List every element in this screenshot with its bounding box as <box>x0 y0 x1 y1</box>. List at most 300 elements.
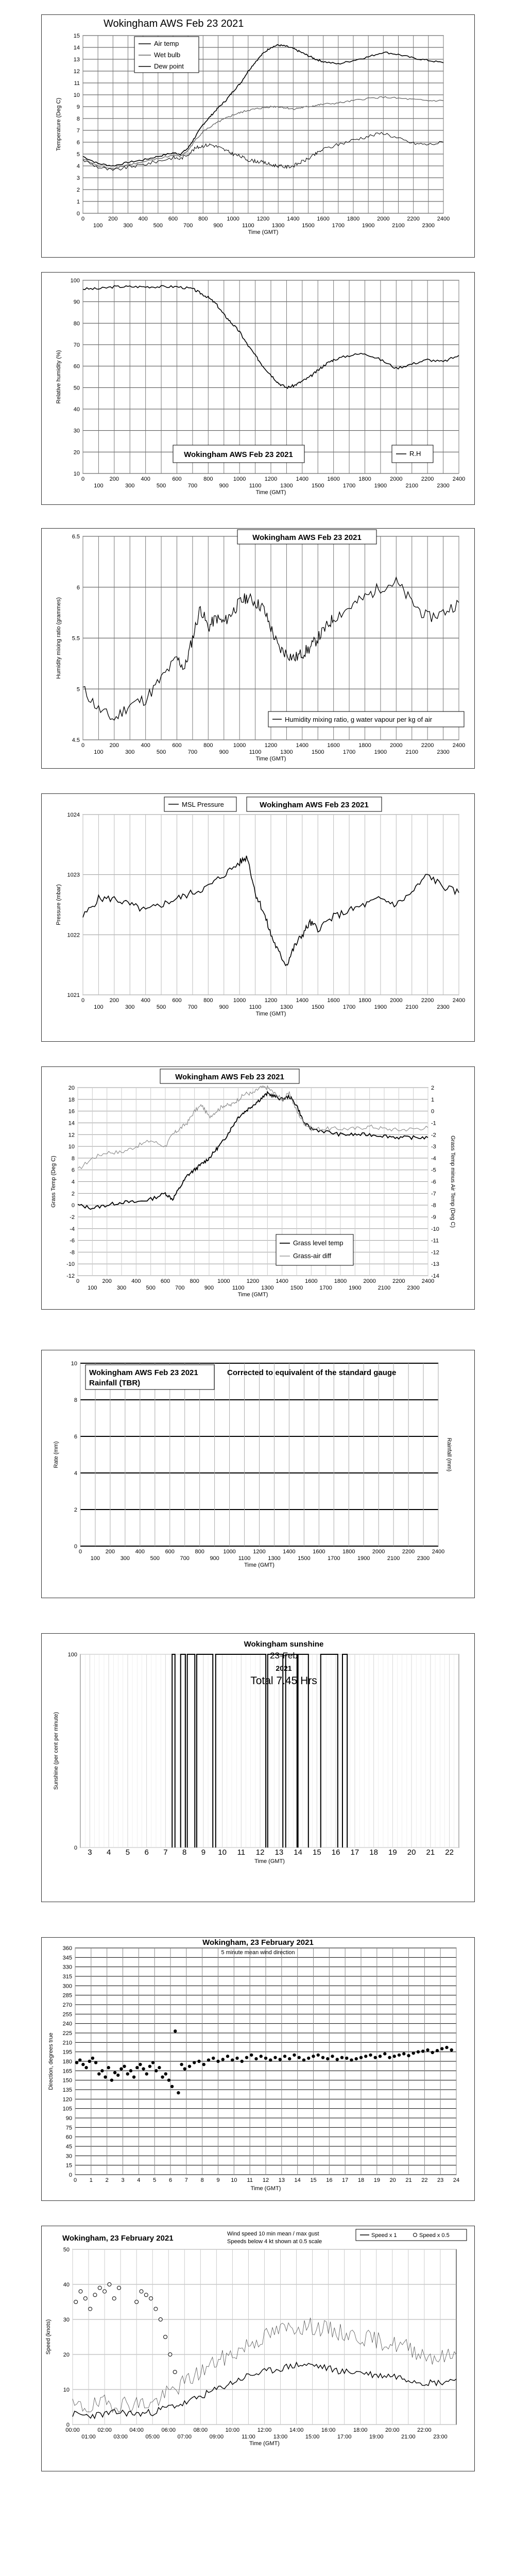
x-tick-label: 6 <box>144 1848 149 1857</box>
direction-point <box>345 2057 348 2060</box>
y-tick-label: 1022 <box>67 932 80 939</box>
x-tick-label: 24 <box>453 2177 460 2183</box>
y-tick-label: 0 <box>71 1202 75 1209</box>
x-tick-label: 1100 <box>249 749 262 755</box>
y-right-tick-label: -3 <box>431 1144 436 1150</box>
direction-point <box>145 2072 148 2075</box>
x-tick-label: 2100 <box>405 483 418 489</box>
direction-point <box>197 2060 200 2063</box>
x-tick-label: 100 <box>88 1285 97 1291</box>
plot-area <box>48 1945 459 2192</box>
y-right-tick-label: 1 <box>431 1096 435 1103</box>
y-axis-label: Pressure (mbar) <box>56 884 62 925</box>
x-tick-label: 1700 <box>332 223 345 229</box>
x-tick-label: 1600 <box>327 742 340 749</box>
direction-point <box>283 2055 286 2058</box>
x-tick-label: 1000 <box>233 997 246 1004</box>
temperature-chart <box>42 15 474 257</box>
x-tick-label: 1700 <box>328 1555 340 1562</box>
chart-title: Wokingham, 23 February 2021 <box>62 2234 174 2243</box>
direction-point <box>139 2063 142 2066</box>
chart-title: Wokingham AWS Feb 23 2021 <box>89 1368 198 1377</box>
x-tick-label: 0 <box>81 216 85 222</box>
pressure-chart <box>42 794 474 1041</box>
x-tick-label: 2300 <box>407 1285 420 1291</box>
direction-point <box>402 2052 405 2055</box>
y-tick-label: 5.5 <box>72 635 80 642</box>
x-tick-label: 22 <box>445 1848 454 1857</box>
x-tick-label: 5 <box>153 2177 157 2183</box>
x-tick-label: 20:00 <box>385 2427 400 2433</box>
x-tick-label: 700 <box>187 749 198 755</box>
x-tick-label: 2200 <box>421 476 434 482</box>
x-axis-label: Time (GMT) <box>248 229 279 235</box>
y-tick-label: 0 <box>74 1845 77 1851</box>
x-tick-label: 12 <box>255 1848 265 1857</box>
direction-point <box>298 2056 301 2059</box>
direction-point <box>104 2075 107 2078</box>
x-axis-label: Time (GMT) <box>255 1011 286 1017</box>
legend-label: Wet bulb <box>154 51 181 59</box>
x-tick-label: 10 <box>218 1848 227 1857</box>
x-tick-label: 00:00 <box>65 2427 80 2433</box>
legend-label: Speed x 1 <box>371 2232 397 2239</box>
y-axis-label: Direction, degrees true <box>48 2032 54 2090</box>
y-tick-label: 1 <box>76 199 80 205</box>
x-tick-label: 100 <box>94 749 104 755</box>
direction-point <box>250 2054 253 2057</box>
x-tick-label: 1500 <box>312 749 324 755</box>
y-right-tick-label: -10 <box>431 1226 439 1232</box>
x-tick-label: 15 <box>310 2177 317 2183</box>
legend-label: Dew point <box>154 62 184 70</box>
x-tick-label: 800 <box>203 997 213 1004</box>
x-tick-label: 2300 <box>417 1555 430 1562</box>
direction-point <box>119 2067 123 2070</box>
legend-label: Air temp <box>154 40 179 47</box>
y-tick-label: 7 <box>76 128 80 134</box>
y-tick-label: 10 <box>63 2387 70 2393</box>
x-tick-label: 500 <box>150 1555 160 1562</box>
y-tick-label: 45 <box>65 2144 72 2150</box>
direction-point <box>245 2056 248 2059</box>
direction-point <box>231 2058 234 2061</box>
direction-point <box>379 2055 382 2058</box>
x-tick-label: 4 <box>106 1848 111 1857</box>
y-tick-label: 11 <box>74 80 80 87</box>
y-tick-label: 165 <box>62 2068 72 2075</box>
y-tick-label: -4 <box>70 1226 75 1232</box>
chart-subtitle: Wind speed 10 min mean / max gust <box>227 2231 319 2237</box>
x-tick-label: 1700 <box>342 749 356 755</box>
y-tick-label: 8 <box>74 1397 77 1403</box>
x-tick-label: 400 <box>141 742 150 749</box>
x-tick-label: 18 <box>357 2177 365 2183</box>
x-tick-label: 01:00 <box>81 2434 96 2440</box>
y-tick-label: 5 <box>76 151 80 158</box>
direction-point <box>154 2069 158 2072</box>
legend-swatch <box>414 2233 417 2237</box>
direction-point <box>174 2029 177 2032</box>
chart-date: 23-Feb <box>270 1651 298 1660</box>
legend-label: MSL Pressure <box>182 801 224 808</box>
x-tick-label: 1800 <box>347 216 360 222</box>
y-tick-label: 4 <box>76 163 80 170</box>
direction-point <box>260 2055 263 2058</box>
x-tick-label: 2100 <box>377 1285 391 1291</box>
x-tick-label: 1400 <box>296 997 309 1004</box>
y-tick-label: 240 <box>62 2021 72 2027</box>
direction-point <box>331 2055 334 2058</box>
x-tick-label: 300 <box>116 1285 127 1291</box>
x-tick-label: 500 <box>156 1004 166 1010</box>
direction-point <box>164 2072 167 2075</box>
x-axis-label: Time (GMT) <box>254 1858 285 1865</box>
x-tick-label: 1600 <box>327 476 340 482</box>
plot-area <box>53 1361 444 1568</box>
x-tick-label: 23 <box>437 2177 444 2183</box>
x-tick-label: 12 <box>262 2177 269 2183</box>
mixing-ratio-chart <box>42 529 474 768</box>
y-tick-label: 14 <box>68 1120 75 1127</box>
x-tick-label: 1700 <box>342 1004 356 1010</box>
y-tick-label: 345 <box>62 1955 72 1961</box>
direction-point <box>279 2058 282 2061</box>
y-tick-label: 195 <box>62 2049 72 2056</box>
y-tick-label: 50 <box>73 385 80 392</box>
x-tick-label: 2300 <box>437 1004 450 1010</box>
x-tick-label: 2000 <box>390 742 403 749</box>
y-tick-label: 60 <box>65 2134 72 2141</box>
y-tick-label: 0 <box>76 211 80 217</box>
y-tick-label: 13 <box>73 57 80 63</box>
y-tick-label: 14 <box>73 45 80 51</box>
y-tick-label: 6 <box>76 140 80 146</box>
y-axis-label: Rate (mm) <box>53 1441 59 1468</box>
y-tick-label: -2 <box>70 1214 75 1221</box>
direction-point <box>293 2054 296 2057</box>
x-tick-label: 1600 <box>317 216 330 222</box>
direction-point <box>129 2069 132 2072</box>
x-tick-label: 1800 <box>358 476 371 482</box>
x-tick-label: 06:00 <box>161 2427 176 2433</box>
half-scale-point <box>144 2293 148 2297</box>
plot-area <box>56 812 465 1017</box>
y-tick-label: 1024 <box>67 812 80 818</box>
y-right-tick-label: -8 <box>431 1202 436 1209</box>
x-tick-label: 1500 <box>298 1555 311 1562</box>
direction-point <box>126 2072 129 2075</box>
y-right-tick-label: -5 <box>431 1167 436 1174</box>
y-axis-label: Grass Temp (Deg C) <box>50 1156 57 1208</box>
direction-point <box>81 2063 84 2066</box>
y-tick-label: 18 <box>68 1096 75 1103</box>
direction-point <box>241 2060 244 2063</box>
x-tick-label: 02:00 <box>97 2427 112 2433</box>
x-tick-label: 05:00 <box>145 2434 160 2440</box>
x-tick-label: 800 <box>195 1549 204 1555</box>
x-tick-label: 1000 <box>227 216 239 222</box>
y-right-tick-label: 2 <box>431 1085 435 1091</box>
direction-point <box>142 2067 145 2070</box>
direction-point <box>445 2046 448 2049</box>
x-tick-label: 1600 <box>327 997 340 1004</box>
x-tick-label: 2400 <box>452 742 466 749</box>
x-tick-label: 4 <box>137 2177 141 2183</box>
x-tick-label: 1000 <box>217 1278 230 1284</box>
x-axis-label: Time (GMT) <box>255 489 286 496</box>
y-tick-label: 4 <box>71 1179 75 1185</box>
x-tick-label: 21 <box>426 1848 435 1857</box>
x-tick-label: 1200 <box>264 476 278 482</box>
y-tick-label: 3 <box>76 175 80 181</box>
y-tick-label: 255 <box>62 2011 72 2018</box>
direction-point <box>110 2078 113 2081</box>
x-tick-label: 1300 <box>261 1285 274 1291</box>
y-right-tick-label: -11 <box>431 1238 439 1244</box>
x-tick-label: 15 <box>313 1848 321 1857</box>
x-tick-label: 300 <box>123 223 133 229</box>
x-tick-label: 08:00 <box>193 2427 208 2433</box>
y-tick-label: 2 <box>74 1507 77 1513</box>
x-tick-label: 600 <box>165 1549 175 1555</box>
direction-point <box>151 2061 154 2064</box>
y-right-tick-label: -6 <box>431 1179 436 1185</box>
x-tick-label: 14 <box>294 1848 302 1857</box>
y-tick-label: 10 <box>73 471 80 477</box>
x-tick-label: 2300 <box>422 223 435 229</box>
x-axis-label: Time (GMT) <box>255 756 286 762</box>
x-tick-label: 700 <box>180 1555 190 1562</box>
x-tick-label: 16 <box>331 1848 340 1857</box>
y-right-tick-label: -2 <box>431 1132 436 1139</box>
y-tick-label: 1021 <box>67 992 80 998</box>
x-tick-label: 600 <box>160 1278 170 1284</box>
x-tick-label: 200 <box>108 216 118 222</box>
x-tick-label: 1700 <box>342 483 356 489</box>
direction-point <box>88 2060 91 2063</box>
direction-point <box>369 2054 372 2057</box>
direction-point <box>393 2055 396 2058</box>
x-tick-label: 16 <box>326 2177 333 2183</box>
x-tick-label: 2200 <box>407 216 420 222</box>
y-tick-label: 4 <box>74 1470 77 1477</box>
x-tick-label: 2100 <box>405 749 418 755</box>
x-tick-label: 2400 <box>432 1549 445 1555</box>
direction-point <box>302 2058 305 2061</box>
chart-subtitle: Rainfall (TBR) <box>89 1379 141 1387</box>
half-scale-point <box>135 2300 139 2304</box>
x-tick-label: 1300 <box>280 1004 293 1010</box>
temperature-chart-panel <box>41 14 475 258</box>
rainfall-chart-panel <box>41 1350 475 1598</box>
x-tick-label: 2000 <box>377 216 390 222</box>
x-tick-label: 13 <box>274 1848 284 1857</box>
y-tick-label: 40 <box>63 2282 70 2288</box>
y-axis-label: Speed (knots) <box>45 2319 52 2355</box>
half-scale-point <box>140 2290 143 2293</box>
x-tick-label: 800 <box>203 742 213 749</box>
y-right-tick-label: -13 <box>431 1261 439 1268</box>
x-tick-label: 1200 <box>264 742 278 749</box>
y-tick-label: 210 <box>62 2040 72 2046</box>
direction-point <box>374 2056 377 2059</box>
x-tick-label: 10:00 <box>225 2427 240 2433</box>
direction-point <box>312 2055 315 2058</box>
half-scale-point <box>108 2283 111 2286</box>
x-tick-label: 1300 <box>280 749 293 755</box>
y-tick-label: 180 <box>62 2059 72 2065</box>
x-tick-label: 400 <box>135 1549 145 1555</box>
x-tick-label: 1500 <box>312 1004 324 1010</box>
y-right-tick-label: -12 <box>431 1249 439 1256</box>
legend-label: Speed x 0.5 <box>419 2232 450 2239</box>
x-tick-label: 1700 <box>319 1285 332 1291</box>
y-tick-label: 105 <box>62 2106 72 2112</box>
x-tick-label: 100 <box>93 223 103 229</box>
x-tick-label: 600 <box>168 216 178 222</box>
x-tick-label: 0 <box>78 1549 82 1555</box>
x-tick-label: 1400 <box>276 1278 288 1284</box>
y-tick-label: -10 <box>66 1261 75 1268</box>
x-tick-label: 16:00 <box>321 2427 336 2433</box>
y-tick-label: 10 <box>71 1361 77 1367</box>
x-tick-label: 8 <box>200 2177 204 2183</box>
y-tick-label: -8 <box>70 1249 75 1256</box>
y-tick-label: 70 <box>73 342 80 348</box>
direction-point <box>158 2066 161 2069</box>
half-scale-point <box>168 2353 172 2357</box>
y-tick-label: 20 <box>73 449 80 456</box>
x-tick-label: 300 <box>125 1004 135 1010</box>
x-tick-label: 19 <box>388 1848 397 1857</box>
x-tick-label: 1200 <box>246 1278 260 1284</box>
y-tick-label: 1023 <box>67 872 80 878</box>
plot-area <box>50 1085 434 1298</box>
x-tick-label: 14:00 <box>289 2427 304 2433</box>
x-tick-label: 1300 <box>271 223 285 229</box>
direction-point <box>340 2056 344 2059</box>
direction-point <box>421 2049 424 2053</box>
x-tick-label: 19:00 <box>369 2434 384 2440</box>
wind-speed-chart <box>42 2226 474 2471</box>
x-tick-label: 1300 <box>268 1555 281 1562</box>
half-scale-point <box>117 2286 121 2290</box>
y-tick-label: 0 <box>66 2422 70 2428</box>
x-tick-label: 22:00 <box>417 2427 432 2433</box>
x-tick-label: 1800 <box>358 997 371 1004</box>
x-tick-label: 2400 <box>421 1278 435 1284</box>
y-right-axis-label: Grass Temp minus Air Temp (Deg C) <box>450 1136 456 1228</box>
x-tick-label: 1100 <box>242 223 254 229</box>
y-tick-label: -6 <box>70 1238 75 1244</box>
x-tick-label: 100 <box>94 1004 104 1010</box>
x-tick-label: 20 <box>389 2177 396 2183</box>
x-tick-label: 19 <box>373 2177 380 2183</box>
direction-point <box>273 2056 277 2059</box>
x-tick-label: 600 <box>172 476 182 482</box>
x-tick-label: 700 <box>187 1004 198 1010</box>
x-tick-label: 14 <box>294 2177 301 2183</box>
half-scale-point <box>74 2300 78 2304</box>
y-tick-label: 300 <box>62 1983 72 1990</box>
direction-point <box>177 2091 180 2094</box>
x-tick-label: 1200 <box>264 997 278 1004</box>
x-tick-label: 2000 <box>390 997 403 1004</box>
x-tick-label: 2300 <box>437 749 450 755</box>
x-tick-label: 600 <box>172 997 182 1004</box>
y-tick-label: 80 <box>73 320 80 327</box>
direction-point <box>359 2056 363 2059</box>
y-tick-label: 90 <box>65 2115 72 2122</box>
x-tick-label: 1500 <box>312 483 324 489</box>
half-scale-point <box>93 2293 97 2297</box>
half-scale-point <box>159 2318 162 2321</box>
x-tick-label: 21:00 <box>401 2434 416 2440</box>
x-tick-label: 0 <box>73 2177 77 2183</box>
sunshine-chart <box>42 1634 474 1902</box>
direction-point <box>288 2057 291 2060</box>
legend-label: Humidity mixing ratio, g water vapour per kg of air <box>285 716 433 723</box>
x-tick-label: 2000 <box>363 1278 376 1284</box>
direction-point <box>202 2063 205 2066</box>
x-tick-label: 400 <box>138 216 148 222</box>
grass-temp-chart-panel <box>41 1066 475 1310</box>
direction-point <box>97 2072 100 2075</box>
x-tick-label: 0 <box>76 1278 80 1284</box>
x-tick-label: 500 <box>156 483 166 489</box>
wind-direction-chart <box>42 1938 474 2200</box>
x-tick-label: 800 <box>190 1278 199 1284</box>
y-right-tick-label: -9 <box>431 1214 436 1221</box>
y-tick-label: 6.5 <box>72 534 80 540</box>
x-tick-label: 1900 <box>357 1555 370 1562</box>
x-tick-label: 9 <box>201 1848 206 1857</box>
temperature-chart-title: Wokingham AWS Feb 23 2021 <box>104 18 244 29</box>
y-right-axis-label: Rainfall (mm) <box>446 1437 452 1472</box>
direction-point <box>91 2057 94 2060</box>
plot-area <box>56 534 465 762</box>
rainfall-chart <box>42 1350 474 1598</box>
x-tick-label: 17:00 <box>337 2434 352 2440</box>
x-tick-label: 2000 <box>390 476 403 482</box>
x-tick-label: 700 <box>175 1285 185 1291</box>
direction-point <box>113 2071 116 2074</box>
direction-point <box>235 2057 238 2060</box>
x-tick-label: 1100 <box>249 1004 262 1010</box>
chart-note: Corrected to equivalent of the standard gauge <box>227 1368 397 1377</box>
x-tick-label: 400 <box>141 997 150 1004</box>
x-tick-label: 13 <box>278 2177 285 2183</box>
x-tick-label: 11 <box>247 2177 253 2183</box>
chart-title: Wokingham, 23 February 2021 <box>202 1938 314 1947</box>
y-axis-label: Sunshine (per cent per minute) <box>53 1711 59 1790</box>
x-tick-label: 700 <box>183 223 193 229</box>
x-tick-label: 1100 <box>238 1555 251 1562</box>
chart-total: Total 7.45 Hrs <box>250 1675 317 1687</box>
x-tick-label: 600 <box>172 742 182 749</box>
chart-title: Wokingham AWS Feb 23 2021 <box>175 1073 284 1081</box>
direction-point <box>78 2058 81 2061</box>
y-right-tick-label: -14 <box>431 1273 439 1279</box>
y-tick-label: 20 <box>68 1085 75 1091</box>
x-tick-label: 900 <box>219 483 229 489</box>
x-tick-label: 300 <box>120 1555 130 1562</box>
y-tick-label: 15 <box>65 2162 72 2169</box>
y-tick-label: -12 <box>66 1273 75 1279</box>
x-tick-label: 1400 <box>283 1549 296 1555</box>
y-tick-label: 12 <box>73 69 80 75</box>
